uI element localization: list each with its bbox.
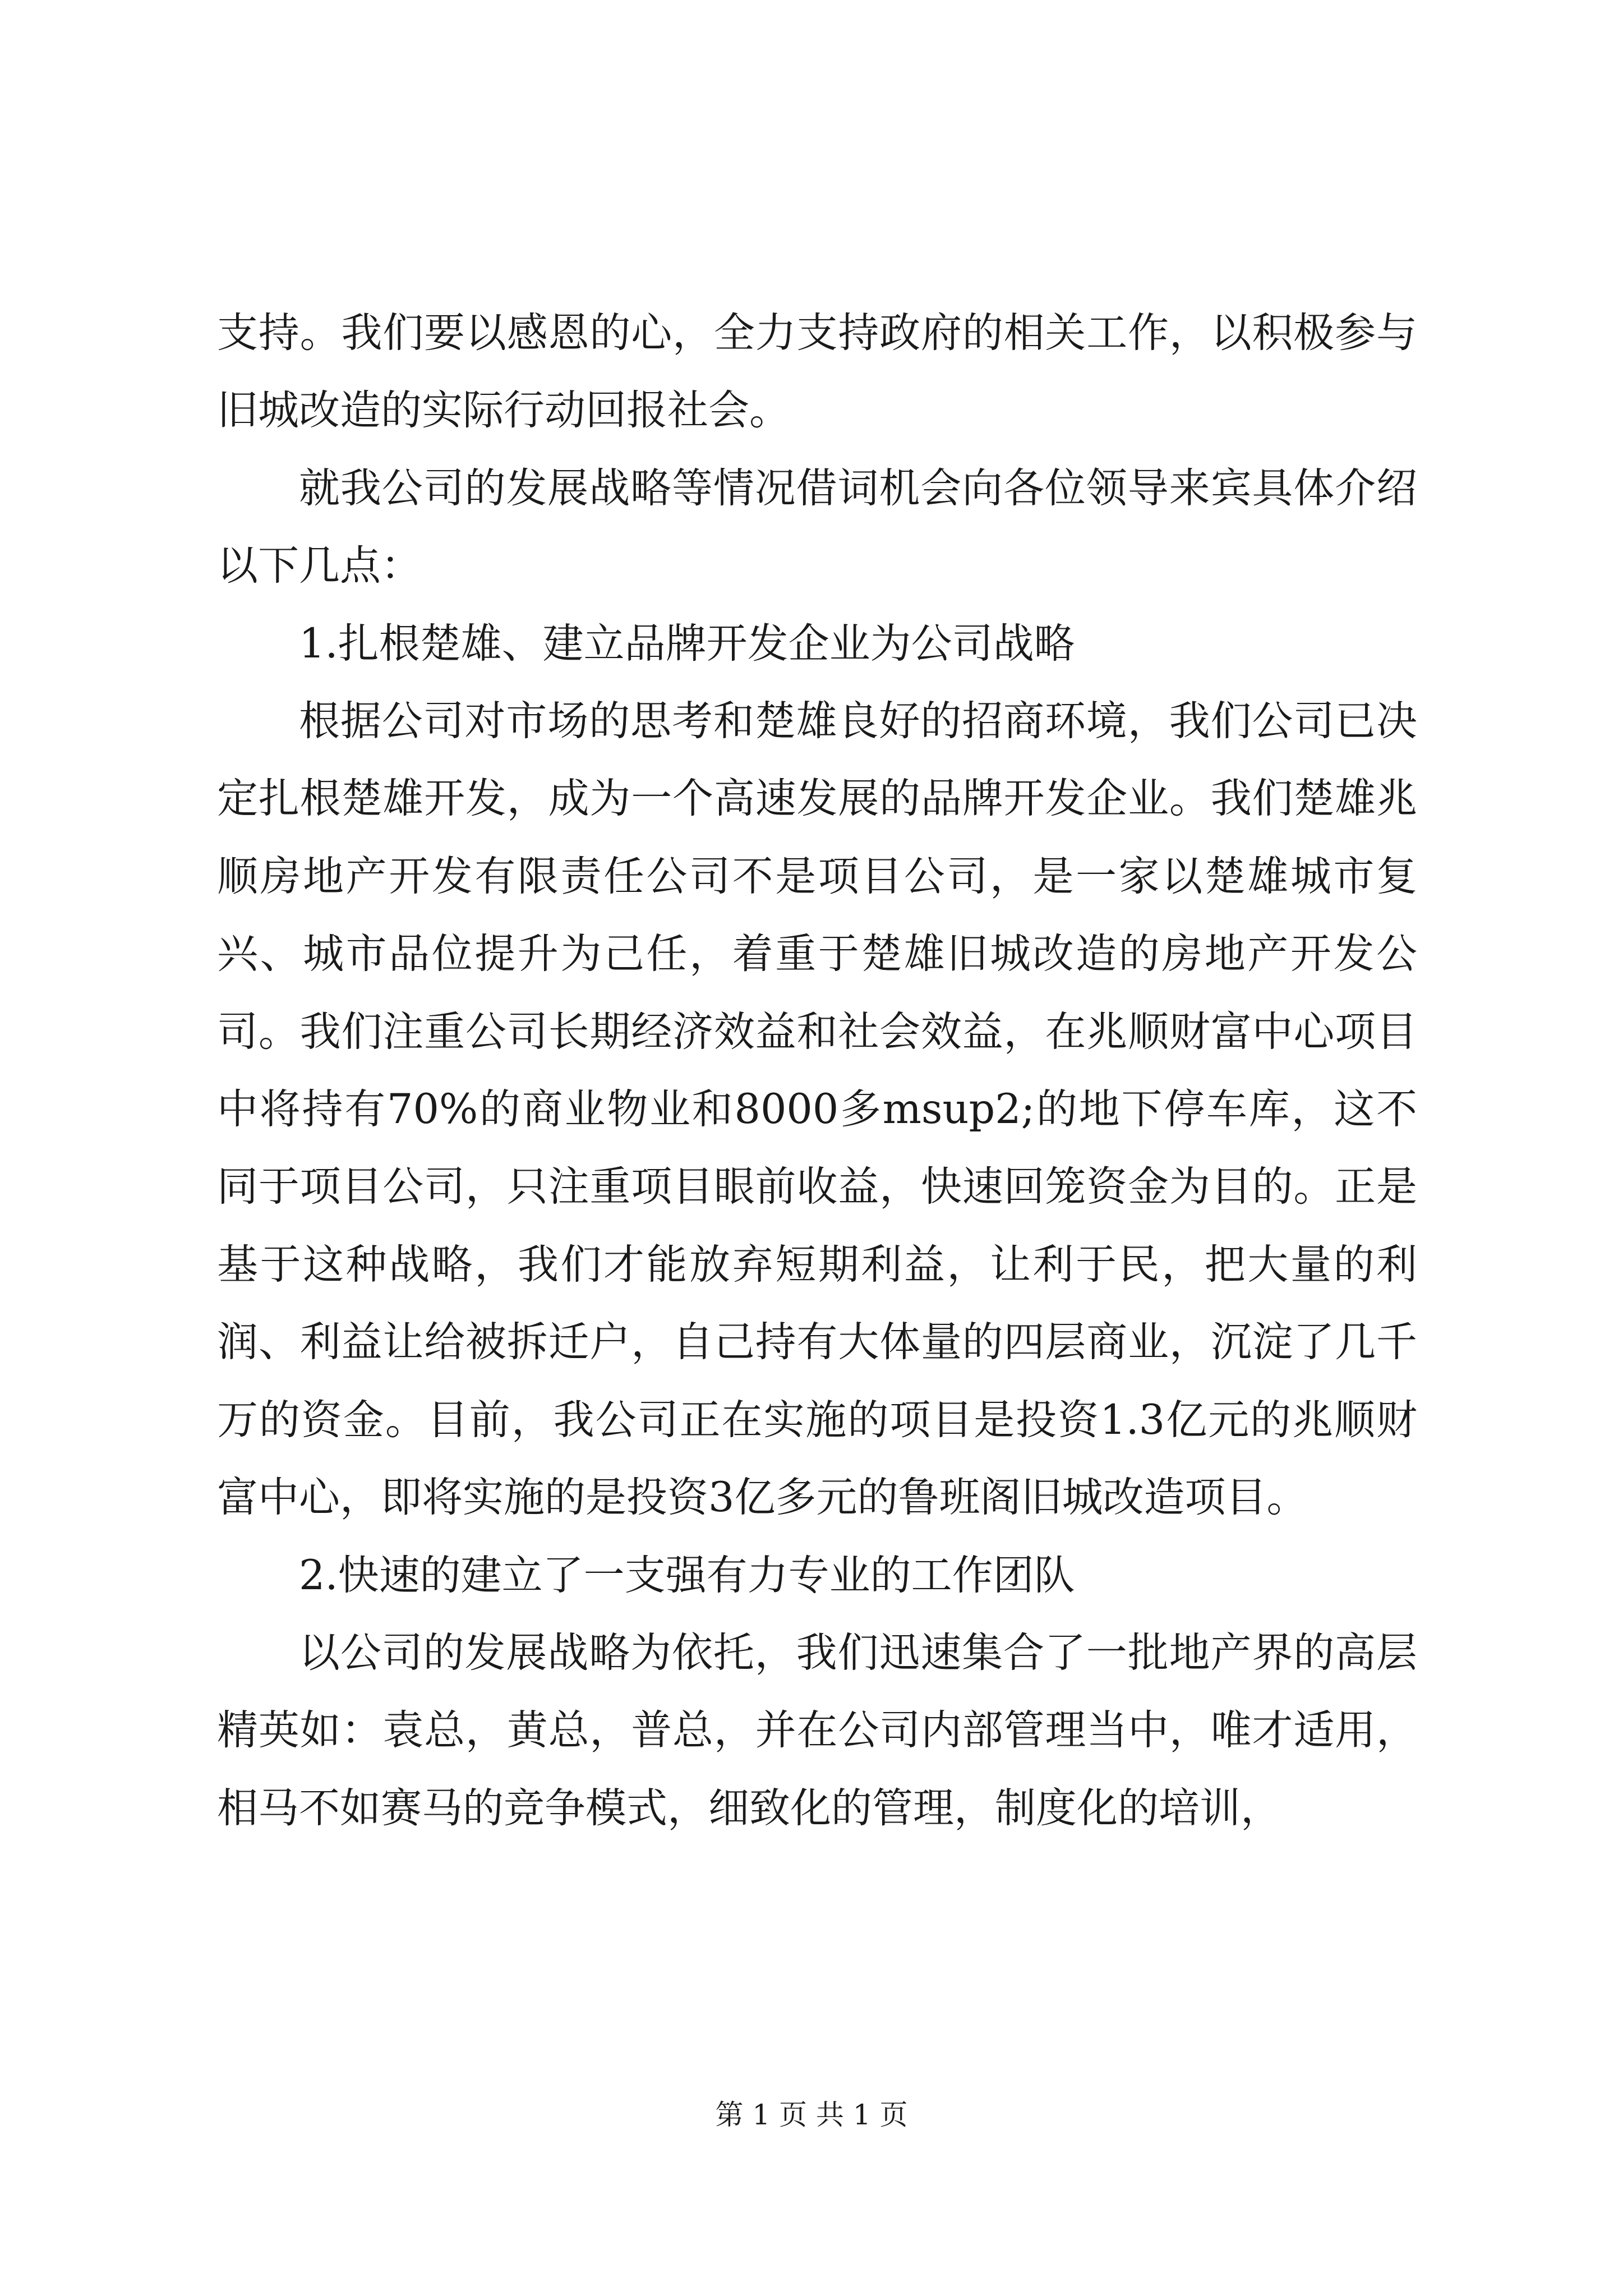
paragraph-strategy: 根据公司对市场的思考和楚雄良好的招商环境，我们公司已决定扎根楚雄开发，成为一个高速发展的品牌开发企业。我们楚雄兆顺房地产开发有限责任公司不是项目公司，是一家以楚雄城市复兴、城市品位提升为己任，着重于楚雄旧城改造的房地产开发公司。我们注重公司长期经济效益和社会效益，在兆顺财富中心项目中将持有70%的商业物业和8000多msup2;的地下停车库，这不同于项目公司，只注重项目眼前收益，快速回笼资金为目的。正是基于这种战略，我们才能放弃短期利益，让利于民，把大量的利润、利益让给被拆迁户，自己持有大体量的四层商业，沉淀了几千万的资金。目前，我公司正在实施的项目是投资1.3亿元的兆顺财富中心，即将实施的是投资3亿多元的鲁班阁旧城改造项目。 [217, 697, 1417, 1522]
page-footer: 第 1 页 共 1 页 [715, 2099, 908, 2131]
paragraph-intro-continuation: 支持。我们要以感恩的心，全力支持政府的相关工作，以积极参与旧城改造的实际行动回报社会。 [217, 309, 1417, 435]
paragraph-team: 以公司的发展战略为依托，我们迅速集合了一批地产界的高层精英如：袁总，黄总，普总，并在公司内部管理当中，唯才适用，相马不如赛马的竞争模式，细致化的管理，制度化的培训， [217, 1628, 1417, 1832]
section-heading-1: 1.扎根楚雄、建立品牌开发企业为公司战略 [299, 619, 1075, 668]
document-body [217, 295, 1417, 1847]
section-heading-2: 2.快速的建立了一支强有力专业的工作团队 [299, 1551, 1075, 1599]
paragraph-introduction: 就我公司的发展战略等情况借词机会向各位领导来宾具体介绍以下几点： [217, 464, 1417, 590]
